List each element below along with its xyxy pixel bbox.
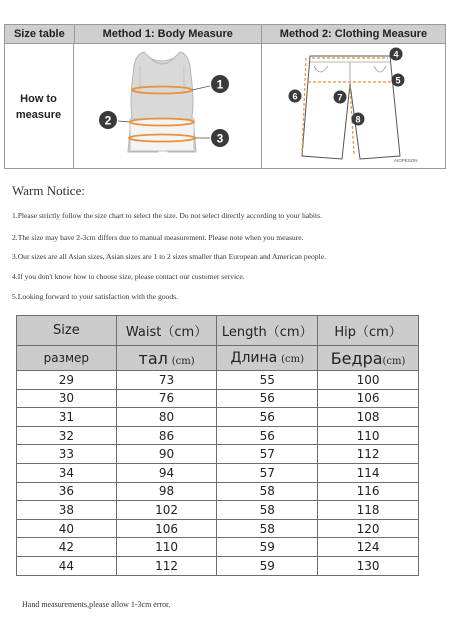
size-table [16, 315, 419, 576]
size-russian-text: размер [43, 351, 90, 365]
waist-russian-unit: (cm) [171, 355, 195, 367]
notice-line-2: 2.The size may have 2-3cm differs due to manual measurement. Please note when you measure. [12, 233, 304, 242]
notice-line-4: 4.If you don't know how to choose size, please contact our customer service. [12, 272, 245, 281]
table-row [17, 519, 419, 538]
hip-cell: 116 [318, 482, 419, 501]
length-russian-text: Длина [230, 350, 278, 366]
length-cell: 57 [217, 463, 318, 482]
waist-cell: 76 [116, 389, 217, 408]
hip-cell: 114 [318, 463, 419, 482]
size-cell: 29 [17, 371, 117, 390]
waist-cell: 102 [116, 501, 217, 520]
method-2-heading: Method 2: Clothing Measure [279, 28, 428, 40]
length-cell: 57 [217, 445, 318, 464]
marker-1-label: 1 [216, 77, 224, 92]
waist-russian-text: тал [138, 348, 168, 368]
hip-cell: 100 [318, 371, 419, 390]
length-cell: 58 [217, 519, 318, 538]
waist-cell: 90 [116, 445, 217, 464]
table-row [17, 501, 419, 520]
measure-guide-header [4, 24, 446, 44]
clothing-measure-illustration [262, 44, 446, 169]
size-cell: 32 [17, 426, 117, 445]
marker-5-label: 5 [395, 75, 401, 86]
waist-cell: 106 [116, 519, 217, 538]
size-table-body [17, 371, 419, 576]
length-cell: 59 [217, 556, 318, 575]
length-cell: 56 [217, 408, 318, 427]
size-cell: 33 [17, 445, 117, 464]
size-column-header: Size [17, 316, 117, 346]
length-cell: 55 [217, 371, 318, 390]
hip-russian-unit: (cm) [382, 355, 406, 367]
size-cell: 38 [17, 501, 117, 520]
length-cell: 56 [217, 426, 318, 445]
length-column-header: Length（cm） [217, 316, 318, 346]
length-russian-label [217, 346, 318, 371]
marker-4-label: 4 [393, 49, 399, 60]
hip-cell: 112 [318, 445, 419, 464]
hip-cell: 110 [318, 426, 419, 445]
body-figure-svg [74, 44, 262, 169]
hip-cell: 124 [318, 538, 419, 557]
notice-line-5: 5.Looking forward to your satisfaction with the goods. [12, 292, 178, 301]
table-row [17, 538, 419, 557]
size-cell: 31 [17, 408, 117, 427]
waist-cell: 94 [116, 463, 217, 482]
hip-cell: 130 [318, 556, 419, 575]
table-row [17, 482, 419, 501]
hip-russian-label [318, 346, 419, 371]
waist-russian-label [116, 346, 217, 371]
hip-cell: 120 [318, 519, 419, 538]
size-cell: 30 [17, 389, 117, 408]
marker-2-label: 2 [104, 113, 112, 128]
clothing-brand-mark: AIOPESON [394, 158, 418, 163]
marker-2-pointer [118, 121, 130, 122]
size-table-russian-row [17, 346, 419, 371]
waist-column-header: Waist（cm） [116, 316, 217, 346]
marker-7-label: 7 [337, 92, 343, 103]
size-cell: 36 [17, 482, 117, 501]
table-row [17, 408, 419, 427]
waist-cell: 98 [116, 482, 217, 501]
table-row [17, 426, 419, 445]
length-cell: 58 [217, 482, 318, 501]
table-row [17, 371, 419, 390]
size-cell: 40 [17, 519, 117, 538]
hip-russian-text: Бедра [330, 348, 383, 368]
waist-cell: 110 [116, 538, 217, 557]
size-cell: 44 [17, 556, 117, 575]
hip-column-header: Hip（cm） [318, 316, 419, 346]
size-russian-label [17, 346, 117, 371]
marker-8-label: 8 [355, 114, 361, 125]
table-row [17, 389, 419, 408]
shorts-figure-svg [262, 44, 446, 169]
length-russian-unit: (cm) [281, 354, 304, 365]
notice-line-1: 1.Please strictly follow the size chart to select the size. Do not select directly according to your habits. [12, 211, 322, 220]
how-to-measure-label: How to measure [4, 44, 74, 169]
size-cell: 42 [17, 538, 117, 557]
size-cell: 34 [17, 463, 117, 482]
notice-title: Warm Notice: [12, 183, 85, 198]
measure-guide-body [4, 44, 446, 169]
table-row [17, 445, 419, 464]
marker-3-label: 3 [216, 131, 224, 146]
table-row [17, 463, 419, 482]
notice-line-3: 3.Our sizes are all Asian sizes, Asian sizes are 1 to 2 sizes smaller than European and American people. [12, 252, 326, 261]
waist-cell: 112 [116, 556, 217, 575]
hip-cell: 106 [318, 389, 419, 408]
waist-cell: 73 [116, 371, 217, 390]
length-cell: 58 [217, 501, 318, 520]
table-row [17, 556, 419, 575]
marker-1-pointer [192, 86, 210, 90]
length-cell: 56 [217, 389, 318, 408]
size-table-heading: Size table [5, 25, 75, 43]
waist-cell: 86 [116, 426, 217, 445]
marker-6-label: 6 [292, 91, 298, 102]
size-table-header-row [17, 316, 419, 346]
hip-cell: 108 [318, 408, 419, 427]
hip-cell: 118 [318, 501, 419, 520]
length-cell: 59 [217, 538, 318, 557]
method-1-heading: Method 1: Body Measure [75, 25, 262, 43]
waist-cell: 80 [116, 408, 217, 427]
footer-note: Hand measurements,please allow 1-3cm error. [22, 600, 171, 609]
body-measure-illustration [74, 44, 262, 169]
